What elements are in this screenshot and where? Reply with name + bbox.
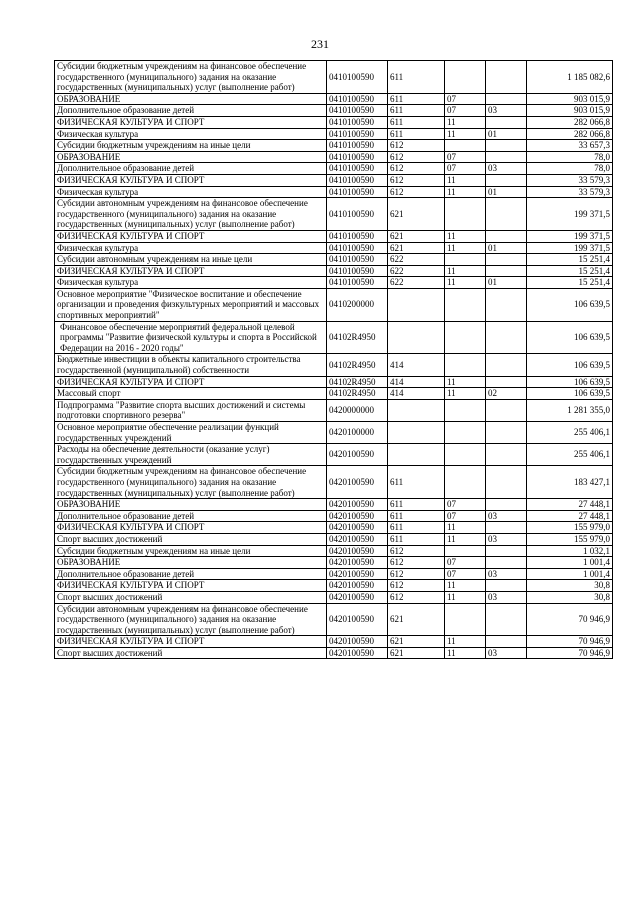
section-code-cell: 07 [445,105,486,117]
target-article-code-cell: 0420100590 [327,545,388,557]
subsection-code-cell [486,116,527,128]
item-name-cell: ОБРАЗОВАНИЕ [55,557,327,569]
expense-type-code-cell: 611 [388,61,445,94]
item-name-cell: ФИЗИЧЕСКАЯ КУЛЬТУРА И СПОРТ [55,376,327,388]
target-article-code-cell: 0410100590 [327,242,388,254]
amount-cell: 106 639,5 [527,321,613,354]
expense-type-code-cell: 611 [388,128,445,140]
section-code-cell: 11 [445,636,486,648]
subsection-code-cell [486,354,527,376]
item-name-cell: Финансовое обеспечение мероприятий федеральной целевой программы "Развитие физической культуры и спорта в Российской Федерации на 2016 - 2020 годы" [55,321,327,354]
subsection-code-cell: 02 [486,388,527,400]
expense-type-code-cell: 611 [388,116,445,128]
target-article-code-cell: 0410100590 [327,116,388,128]
target-article-code-cell: 0420100590 [327,591,388,603]
section-code-cell: 11 [445,230,486,242]
target-article-code-cell: 0410200000 [327,288,388,321]
target-article-code-cell: 04102R4950 [327,321,388,354]
table-row [55,174,613,186]
table-row [55,151,613,163]
target-article-code-cell: 0420100590 [327,603,388,636]
amount-cell: 282 066,8 [527,128,613,140]
amount-cell: 255 406,1 [527,444,613,466]
table-row [55,254,613,266]
target-article-code-cell: 0410100590 [327,128,388,140]
subsection-code-cell [486,198,527,231]
subsection-code-cell [486,288,527,321]
expense-type-code-cell: 414 [388,376,445,388]
table-row [55,580,613,592]
target-article-code-cell: 0410100590 [327,277,388,289]
item-name-cell: Спорт высших достижений [55,533,327,545]
table-row [55,265,613,277]
amount-cell: 33 579,3 [527,174,613,186]
table-row [55,422,613,444]
amount-cell: 903 015,9 [527,93,613,105]
expense-type-code-cell: 414 [388,388,445,400]
section-code-cell [445,444,486,466]
subsection-code-cell [486,422,527,444]
expense-type-code-cell: 612 [388,557,445,569]
subsection-code-cell [486,399,527,421]
amount-cell: 255 406,1 [527,422,613,444]
section-code-cell [445,198,486,231]
table-row [55,186,613,198]
subsection-code-cell [486,636,527,648]
subsection-code-cell [486,230,527,242]
item-name-cell: Физическая культура [55,277,327,289]
section-code-cell: 11 [445,242,486,254]
table-row [55,61,613,94]
section-code-cell: 11 [445,265,486,277]
item-name-cell: Субсидии бюджетным учреждениям на финансовое обеспечение государственного (муниципального) задания на оказание государственных (муниципальных) услуг (выполнение работ) [55,466,327,499]
target-article-code-cell: 0420100590 [327,533,388,545]
item-name-cell: Бюджетные инвестиции в объекты капитального строительства государственной (муниципальной) собственности [55,354,327,376]
table-row [55,105,613,117]
expense-type-code-cell: 621 [388,198,445,231]
table-row [55,499,613,511]
target-article-code-cell: 0410100590 [327,174,388,186]
item-name-cell: ФИЗИЧЕСКАЯ КУЛЬТУРА И СПОРТ [55,522,327,534]
subsection-code-cell [486,265,527,277]
table-row [55,510,613,522]
section-code-cell: 11 [445,116,486,128]
budget-table-body [55,61,613,659]
item-name-cell: Субсидии бюджетным учреждениям на иные цели [55,140,327,152]
target-article-code-cell: 0410100590 [327,254,388,266]
subsection-code-cell: 03 [486,163,527,175]
amount-cell: 106 639,5 [527,376,613,388]
table-row [55,533,613,545]
target-article-code-cell: 0410100590 [327,93,388,105]
amount-cell: 106 639,5 [527,354,613,376]
item-name-cell: Физическая культура [55,242,327,254]
expense-type-code-cell: 612 [388,140,445,152]
expense-type-code-cell: 611 [388,510,445,522]
budget-table [54,60,613,659]
section-code-cell: 11 [445,522,486,534]
table-row [55,557,613,569]
target-article-code-cell: 0420000000 [327,399,388,421]
expense-type-code-cell [388,321,445,354]
item-name-cell: ОБРАЗОВАНИЕ [55,499,327,511]
expense-type-code-cell [388,399,445,421]
expense-type-code-cell: 612 [388,186,445,198]
target-article-code-cell: 0410100590 [327,230,388,242]
expense-type-code-cell: 611 [388,93,445,105]
target-article-code-cell: 0410100590 [327,61,388,94]
expense-type-code-cell [388,422,445,444]
expense-type-code-cell: 611 [388,466,445,499]
amount-cell: 183 427,1 [527,466,613,499]
subsection-code-cell [486,376,527,388]
amount-cell: 30,8 [527,591,613,603]
target-article-code-cell: 0420100590 [327,647,388,659]
target-article-code-cell: 0410100590 [327,198,388,231]
item-name-cell: Спорт высших достижений [55,591,327,603]
section-code-cell [445,321,486,354]
section-code-cell: 11 [445,376,486,388]
section-code-cell [445,354,486,376]
expense-type-code-cell [388,444,445,466]
expense-type-code-cell [388,288,445,321]
subsection-code-cell [486,61,527,94]
table-row [55,591,613,603]
item-name-cell: Основное мероприятие "Физическое воспитание и обеспечение организации и проведения физкультурных мероприятий и массовых спортивных мероприятий" [55,288,327,321]
subsection-code-cell [486,321,527,354]
item-name-cell: Массовый спорт [55,388,327,400]
expense-type-code-cell: 611 [388,105,445,117]
section-code-cell: 11 [445,186,486,198]
table-row [55,388,613,400]
table-row [55,163,613,175]
amount-cell: 78,0 [527,163,613,175]
amount-cell: 1 185 082,6 [527,61,613,94]
table-row [55,230,613,242]
subsection-code-cell: 03 [486,510,527,522]
subsection-code-cell: 03 [486,105,527,117]
amount-cell: 27 448,1 [527,499,613,511]
section-code-cell: 07 [445,568,486,580]
table-row [55,376,613,388]
expense-type-code-cell: 621 [388,603,445,636]
target-article-code-cell: 04102R4950 [327,376,388,388]
target-article-code-cell: 0410100590 [327,186,388,198]
table-row [55,128,613,140]
subsection-code-cell [486,140,527,152]
amount-cell: 33 657,3 [527,140,613,152]
target-article-code-cell: 0420100590 [327,499,388,511]
amount-cell: 15 251,4 [527,254,613,266]
item-name-cell: Субсидии автономным учреждениям на финансовое обеспечение государственного (муниципального) задания на оказание государственных (муниципальных) услуг (выполнение работ) [55,198,327,231]
subsection-code-cell: 01 [486,128,527,140]
item-name-cell: Субсидии бюджетным учреждениям на иные цели [55,545,327,557]
target-article-code-cell: 0420100590 [327,522,388,534]
subsection-code-cell [486,603,527,636]
target-article-code-cell: 04102R4950 [327,388,388,400]
section-code-cell: 07 [445,510,486,522]
target-article-code-cell: 0410100590 [327,163,388,175]
expense-type-code-cell: 612 [388,174,445,186]
expense-type-code-cell: 621 [388,647,445,659]
table-row [55,288,613,321]
table-row [55,636,613,648]
expense-type-code-cell: 622 [388,277,445,289]
section-code-cell: 11 [445,647,486,659]
subsection-code-cell [486,545,527,557]
expense-type-code-cell: 612 [388,568,445,580]
amount-cell: 1 281 355,0 [527,399,613,421]
item-name-cell: ОБРАЗОВАНИЕ [55,151,327,163]
item-name-cell: Субсидии бюджетным учреждениям на финансовое обеспечение государственного (муниципального) задания на оказание государственных (муниципальных) услуг (выполнение работ) [55,61,327,94]
section-code-cell: 11 [445,388,486,400]
subsection-code-cell [486,557,527,569]
section-code-cell: 11 [445,174,486,186]
expense-type-code-cell: 414 [388,354,445,376]
amount-cell: 199 371,5 [527,198,613,231]
page-number: 231 [311,37,329,51]
section-code-cell: 11 [445,591,486,603]
expense-type-code-cell: 612 [388,163,445,175]
item-name-cell: Дополнительное образование детей [55,568,327,580]
subsection-code-cell [486,444,527,466]
expense-type-code-cell: 621 [388,242,445,254]
section-code-cell: 07 [445,499,486,511]
table-row [55,603,613,636]
amount-cell: 282 066,8 [527,116,613,128]
item-name-cell: ФИЗИЧЕСКАЯ КУЛЬТУРА И СПОРТ [55,580,327,592]
amount-cell: 1 001,4 [527,568,613,580]
amount-cell: 106 639,5 [527,388,613,400]
subsection-code-cell [486,93,527,105]
expense-type-code-cell: 621 [388,636,445,648]
subsection-code-cell: 03 [486,591,527,603]
table-row [55,568,613,580]
subsection-code-cell [486,580,527,592]
section-code-cell: 11 [445,533,486,545]
amount-cell: 27 448,1 [527,510,613,522]
item-name-cell: ОБРАЗОВАНИЕ [55,93,327,105]
section-code-cell: 07 [445,151,486,163]
subsection-code-cell [486,522,527,534]
item-name-cell: ФИЗИЧЕСКАЯ КУЛЬТУРА И СПОРТ [55,636,327,648]
section-code-cell: 11 [445,580,486,592]
target-article-code-cell: 0420100590 [327,466,388,499]
target-article-code-cell: 0410100590 [327,265,388,277]
target-article-code-cell: 0410100590 [327,105,388,117]
section-code-cell [445,603,486,636]
item-name-cell: ФИЗИЧЕСКАЯ КУЛЬТУРА И СПОРТ [55,174,327,186]
subsection-code-cell: 01 [486,242,527,254]
table-row [55,647,613,659]
amount-cell: 70 946,9 [527,636,613,648]
expense-type-code-cell: 612 [388,151,445,163]
table-row [55,242,613,254]
subsection-code-cell [486,151,527,163]
table-row [55,116,613,128]
subsection-code-cell [486,174,527,186]
item-name-cell: ФИЗИЧЕСКАЯ КУЛЬТУРА И СПОРТ [55,265,327,277]
table-row [55,198,613,231]
amount-cell: 33 579,3 [527,186,613,198]
section-code-cell [445,399,486,421]
target-article-code-cell: 0420100000 [327,422,388,444]
subsection-code-cell: 01 [486,186,527,198]
expense-type-code-cell: 622 [388,265,445,277]
amount-cell: 78,0 [527,151,613,163]
target-article-code-cell: 0420100590 [327,557,388,569]
section-code-cell: 11 [445,277,486,289]
item-name-cell: Физическая культура [55,128,327,140]
item-name-cell: Субсидии автономным учреждениям на финансовое обеспечение государственного (муниципального) задания на оказание государственных (муниципальных) услуг (выполнение работ) [55,603,327,636]
amount-cell: 1 032,1 [527,545,613,557]
target-article-code-cell: 0420100590 [327,444,388,466]
subsection-code-cell: 01 [486,277,527,289]
target-article-code-cell: 0420100590 [327,568,388,580]
section-code-cell [445,545,486,557]
section-code-cell: 07 [445,163,486,175]
item-name-cell: Спорт высших достижений [55,647,327,659]
subsection-code-cell [486,254,527,266]
item-name-cell: Дополнительное образование детей [55,510,327,522]
table-row [55,466,613,499]
table-row [55,93,613,105]
item-name-cell: Физическая культура [55,186,327,198]
table-row [55,354,613,376]
amount-cell: 199 371,5 [527,230,613,242]
subsection-code-cell [486,466,527,499]
amount-cell: 70 946,9 [527,603,613,636]
amount-cell: 199 371,5 [527,242,613,254]
expense-type-code-cell: 611 [388,533,445,545]
expense-type-code-cell: 612 [388,580,445,592]
amount-cell: 15 251,4 [527,265,613,277]
amount-cell: 155 979,0 [527,533,613,545]
amount-cell: 70 946,9 [527,647,613,659]
amount-cell: 30,8 [527,580,613,592]
expense-type-code-cell: 621 [388,230,445,242]
amount-cell: 15 251,4 [527,277,613,289]
expense-type-code-cell: 612 [388,545,445,557]
table-row [55,545,613,557]
table-row [55,277,613,289]
amount-cell: 1 001,4 [527,557,613,569]
subsection-code-cell [486,499,527,511]
section-code-cell [445,288,486,321]
table-row [55,522,613,534]
section-code-cell [445,61,486,94]
item-name-cell: ФИЗИЧЕСКАЯ КУЛЬТУРА И СПОРТ [55,116,327,128]
item-name-cell: Расходы на обеспечение деятельности (оказание услуг) государственных учреждений [55,444,327,466]
amount-cell: 903 015,9 [527,105,613,117]
table-row [55,444,613,466]
target-article-code-cell: 0420100590 [327,636,388,648]
item-name-cell: ФИЗИЧЕСКАЯ КУЛЬТУРА И СПОРТ [55,230,327,242]
section-code-cell: 11 [445,128,486,140]
subsection-code-cell: 03 [486,568,527,580]
item-name-cell: Дополнительное образование детей [55,105,327,117]
section-code-cell [445,422,486,444]
target-article-code-cell: 0410100590 [327,151,388,163]
expense-type-code-cell: 611 [388,499,445,511]
section-code-cell [445,466,486,499]
target-article-code-cell: 0410100590 [327,140,388,152]
subsection-code-cell: 03 [486,533,527,545]
item-name-cell: Дополнительное образование детей [55,163,327,175]
expense-type-code-cell: 612 [388,591,445,603]
section-code-cell: 07 [445,557,486,569]
amount-cell: 155 979,0 [527,522,613,534]
table-row [55,399,613,421]
target-article-code-cell: 0420100590 [327,510,388,522]
expense-type-code-cell: 611 [388,522,445,534]
target-article-code-cell: 0420100590 [327,580,388,592]
table-row [55,140,613,152]
table-row [55,321,613,354]
item-name-cell: Подпрограмма "Развитие спорта высших достижений и системы подготовки спортивного резерва" [55,399,327,421]
item-name-cell: Субсидии автономным учреждениям на иные цели [55,254,327,266]
target-article-code-cell: 04102R4950 [327,354,388,376]
section-code-cell: 07 [445,93,486,105]
section-code-cell [445,254,486,266]
item-name-cell: Основное мероприятие обеспечение реализации функций государственных учреждений [55,422,327,444]
expense-type-code-cell: 622 [388,254,445,266]
section-code-cell [445,140,486,152]
subsection-code-cell: 03 [486,647,527,659]
amount-cell: 106 639,5 [527,288,613,321]
